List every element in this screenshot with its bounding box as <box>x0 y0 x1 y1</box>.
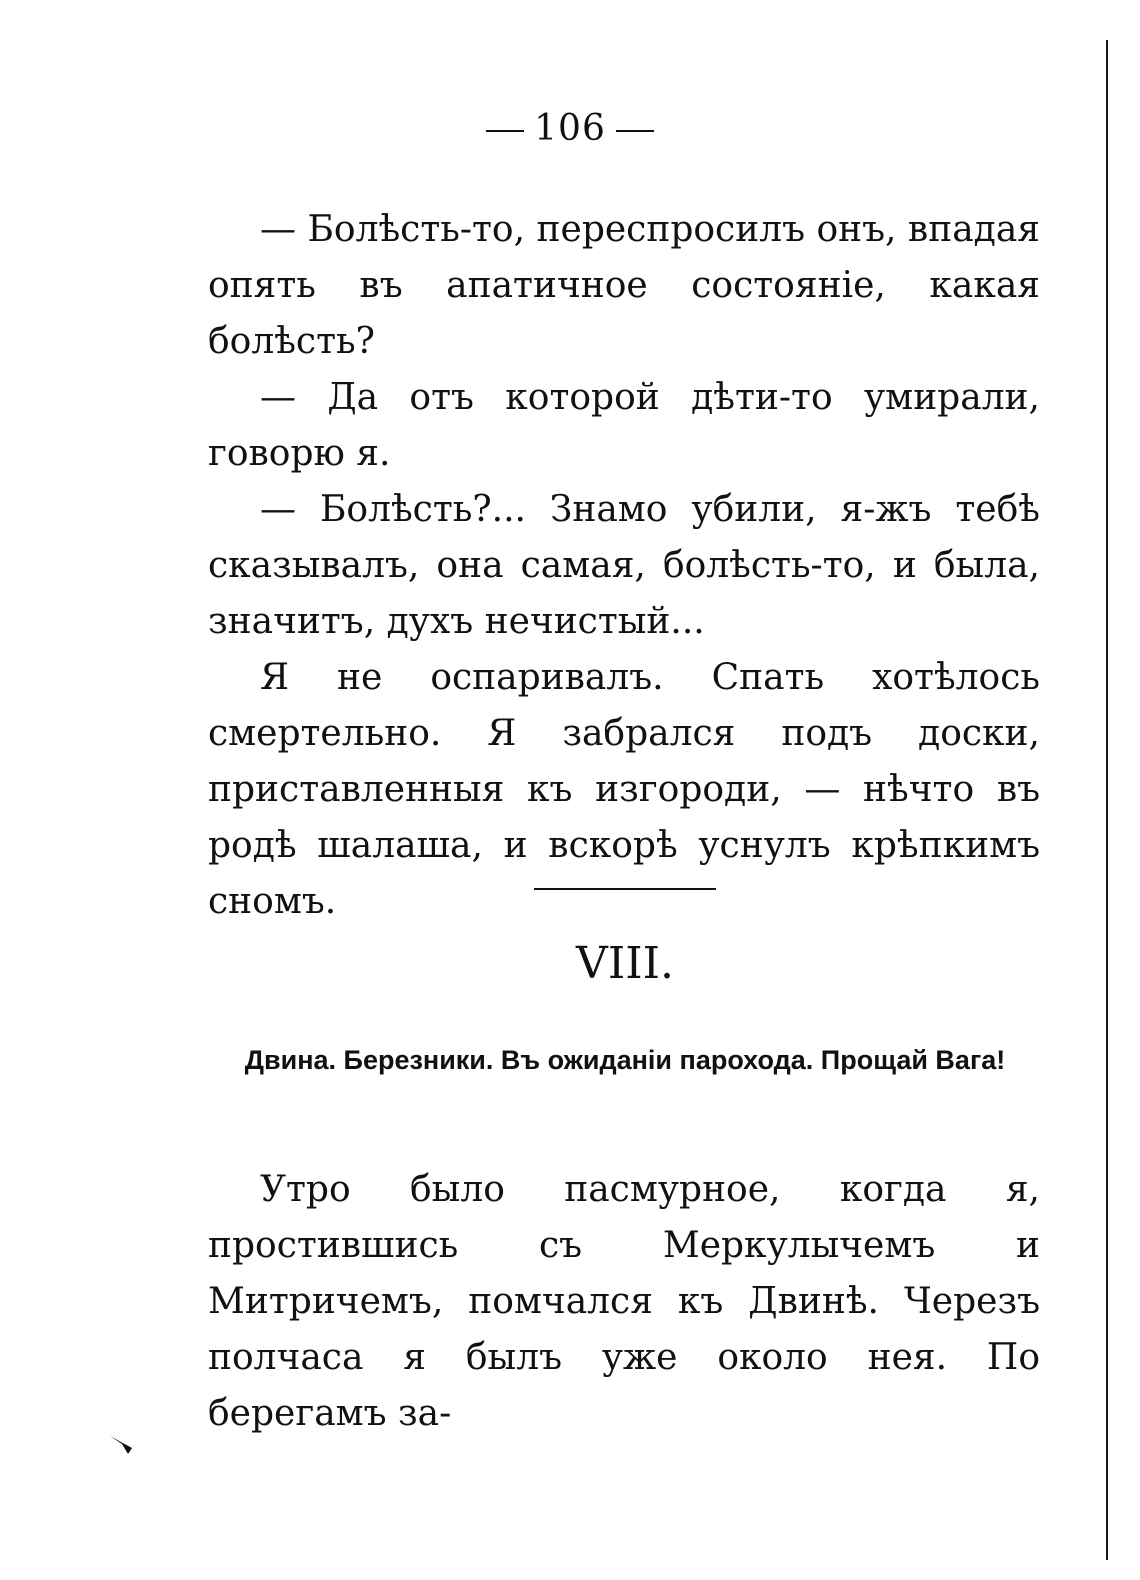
paragraph: — Да отъ которой дѣти-то умирали, говорю я. <box>208 377 1040 474</box>
page-edge-rule <box>1106 40 1108 1560</box>
page-number-dash-right <box>616 130 654 132</box>
paragraph: — Болѣсть?... Знамо убили, я-жъ тебѣ сказывалъ, она самая, болѣсть-то, и была, значитъ, духъ нечистый... <box>208 489 1040 642</box>
page-number <box>0 108 1140 149</box>
page-number-value: 106 <box>534 108 606 149</box>
paragraph: Я не оспаривалъ. Спать хотѣлось смертельно. Я забрался подъ доски, приставленныя къ изгороди, — нѣчто въ родѣ шалаша, и вскорѣ уснулъ крѣпкимъ сномъ. <box>208 657 1040 922</box>
page-number-dash-left <box>486 130 524 132</box>
section-divider <box>534 888 716 890</box>
text-block-top <box>208 202 1040 930</box>
chapter-numeral: VIII. <box>576 938 674 989</box>
text-block-bottom <box>208 1162 1040 1442</box>
paragraph: — Болѣсть-то, переспросилъ онъ, впадая опять въ апатичное состоянiе, какая болѣсть? <box>208 209 1040 362</box>
paragraph: Утро было пасмурное, когда я, простившись съ Меркулычемъ и Митричемъ, помчался къ Двинѣ. Черезъ полчаса я былъ уже около нея. По берегамъ за- <box>208 1169 1040 1434</box>
ink-speck <box>108 1434 136 1456</box>
chapter-summary: Двина. Березники. Въ ожиданiи парохода. Прощай Вага! <box>244 1045 1006 1075</box>
